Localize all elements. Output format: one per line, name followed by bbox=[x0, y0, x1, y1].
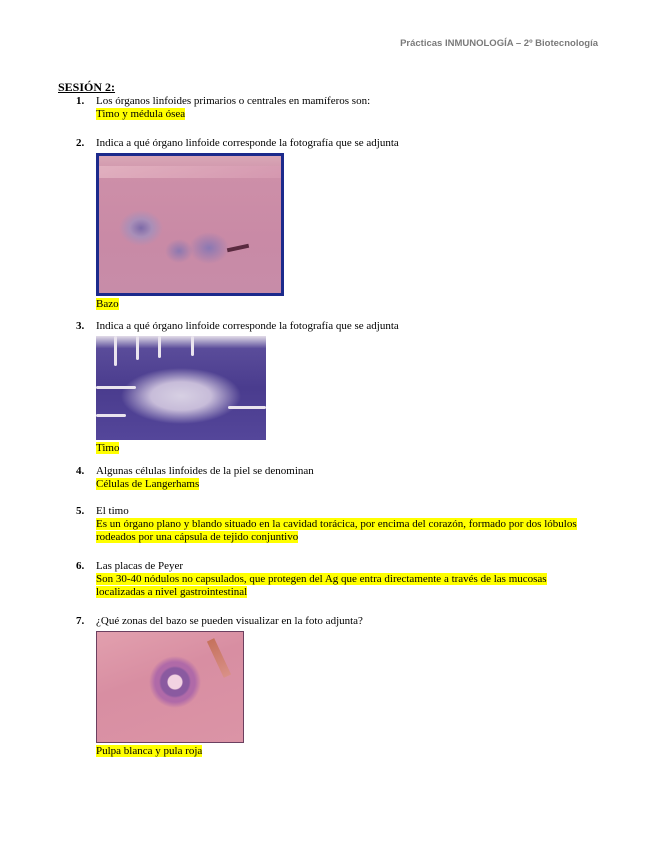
thymus-micrograph-image bbox=[96, 336, 266, 440]
question-text: El timo bbox=[96, 505, 129, 517]
spleen-micrograph-image bbox=[96, 153, 284, 296]
answer-text: Bazo bbox=[96, 298, 119, 310]
question-number: 5. bbox=[76, 505, 85, 517]
answer-text: Timo y médula ósea bbox=[96, 108, 186, 120]
question-number: 1. bbox=[76, 95, 85, 107]
question-text: Algunas células linfoides de la piel se denominan bbox=[96, 465, 314, 477]
question-text: Los órganos linfoides primarios o centrales en mamíferos son: bbox=[96, 95, 371, 107]
question-number: 6. bbox=[76, 560, 85, 572]
question-text: Indica a qué órgano linfoide corresponde la fotografía que se adjunta bbox=[96, 137, 399, 149]
page-header: Prácticas INMUNOLOGÍA – 2º Biotecnología bbox=[400, 38, 598, 49]
section-title: SESIÓN 2: bbox=[58, 80, 116, 94]
question-text: ¿Qué zonas del bazo se pueden visualizar en la foto adjunta? bbox=[96, 615, 363, 627]
answer-text: Células de Langerhams bbox=[96, 478, 200, 490]
question-text: Indica a qué órgano linfoide corresponde la fotografía que se adjunta bbox=[96, 320, 399, 332]
question-number: 3. bbox=[76, 320, 85, 332]
question-text: Las placas de Peyer bbox=[96, 560, 184, 572]
answer-text: Son 30-40 nódulos no capsulados, que protegen del Ag que entra directamente a través de las mucosas localizadas a nivel gastrointestinal bbox=[96, 573, 547, 598]
answer-text: Timo bbox=[96, 442, 120, 454]
answer-text: Es un órgano plano y blando situado en la cavidad torácica, por encima del corazón, formado por dos lóbulos rodeados por una cápsula de tejido conjuntivo bbox=[96, 518, 577, 543]
question-number: 2. bbox=[76, 137, 85, 149]
spleen-pulp-micrograph-image bbox=[96, 631, 244, 743]
question-number: 4. bbox=[76, 465, 85, 477]
answer-text: Pulpa blanca y pula roja bbox=[96, 745, 203, 757]
question-number: 7. bbox=[76, 615, 85, 627]
